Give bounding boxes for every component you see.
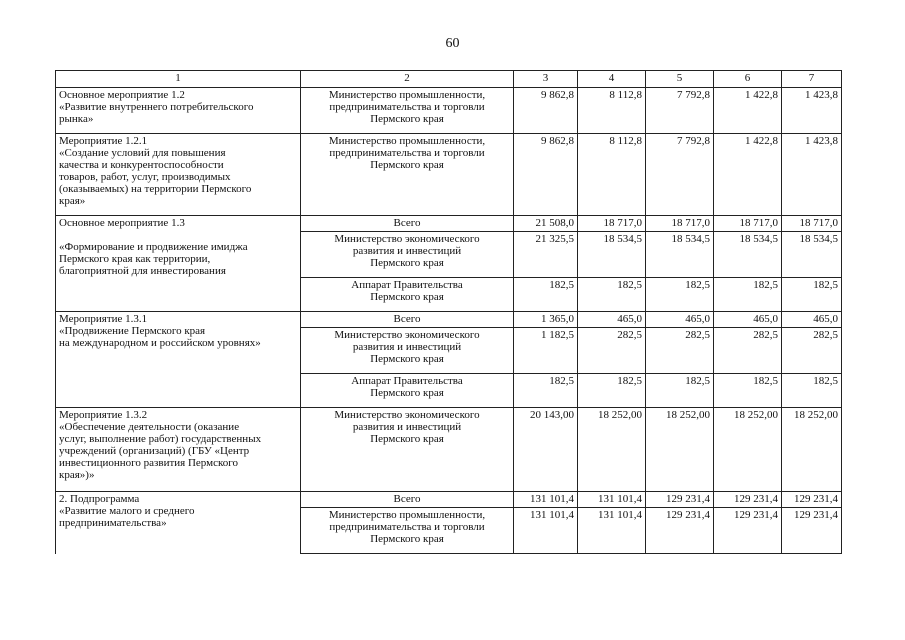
executor-cell: Министерство экономического развития и инвестиций Пермского края	[301, 232, 514, 278]
value-cell: 182,5	[782, 374, 842, 408]
executor-cell: Министерство экономического развития и инвестиций Пермского края	[301, 408, 514, 492]
table-row	[56, 312, 842, 328]
value-cell: 182,5	[578, 278, 646, 312]
value-cell: 182,5	[514, 278, 578, 312]
value-cell: 1 365,0	[514, 312, 578, 328]
value-cell: 131 101,4	[514, 508, 578, 554]
value-cell: 18 252,00	[578, 408, 646, 492]
value-cell: 182,5	[714, 374, 782, 408]
value-cell: 1 422,8	[714, 134, 782, 216]
value-cell: 129 231,4	[646, 508, 714, 554]
value-cell: 182,5	[514, 374, 578, 408]
value-cell: 18 534,5	[782, 232, 842, 278]
value-cell: 465,0	[714, 312, 782, 328]
value-cell: 18 717,0	[646, 216, 714, 232]
value-cell: 131 101,4	[578, 492, 646, 508]
value-cell: 7 792,8	[646, 134, 714, 216]
value-cell: 182,5	[782, 278, 842, 312]
value-cell: 129 231,4	[646, 492, 714, 508]
value-cell: 182,5	[578, 374, 646, 408]
executor-cell: Аппарат Правительства Пермского края	[301, 278, 514, 312]
value-cell: 18 717,0	[578, 216, 646, 232]
value-cell: 18 717,0	[714, 216, 782, 232]
value-cell: 8 112,8	[578, 134, 646, 216]
value-cell: 20 143,00	[514, 408, 578, 492]
activity-name: Основное мероприятие 1.3 «Формирование и продвижение имиджа Пермского края как территории, благоприятной для инвестирования	[56, 216, 301, 312]
value-cell: 1 422,8	[714, 88, 782, 134]
value-cell: 182,5	[646, 278, 714, 312]
executor-cell: Всего	[301, 216, 514, 232]
activity-name: Мероприятие 1.3.1 «Продвижение Пермского края на международном и российском уровнях»	[56, 312, 301, 408]
table-row	[56, 216, 842, 232]
executor-cell: Министерство экономического развития и инвестиций Пермского края	[301, 328, 514, 374]
value-cell: 282,5	[578, 328, 646, 374]
executor-cell: Министерство промышленности, предпринимательства и торговли Пермского края	[301, 134, 514, 216]
value-cell: 9 862,8	[514, 134, 578, 216]
value-cell: 18 252,00	[782, 408, 842, 492]
value-cell: 18 252,00	[646, 408, 714, 492]
value-cell: 9 862,8	[514, 88, 578, 134]
executor-cell: Министерство промышленности, предпринимательства и торговли Пермского края	[301, 88, 514, 134]
value-cell: 129 231,4	[782, 508, 842, 554]
executor-cell: Аппарат Правительства Пермского края	[301, 374, 514, 408]
executor-cell: Всего	[301, 312, 514, 328]
value-cell: 131 101,4	[514, 492, 578, 508]
value-cell: 129 231,4	[782, 492, 842, 508]
executor-cell: Министерство промышленности, предпринимательства и торговли Пермского края	[301, 508, 514, 554]
header-row	[56, 71, 842, 88]
table-row	[56, 134, 842, 216]
value-cell: 282,5	[714, 328, 782, 374]
value-cell: 465,0	[578, 312, 646, 328]
column-header: 3	[514, 71, 578, 88]
value-cell: 21 325,5	[514, 232, 578, 278]
value-cell: 8 112,8	[578, 88, 646, 134]
value-cell: 282,5	[646, 328, 714, 374]
value-cell: 1 423,8	[782, 88, 842, 134]
value-cell: 465,0	[782, 312, 842, 328]
value-cell: 18 534,5	[714, 232, 782, 278]
value-cell: 129 231,4	[714, 492, 782, 508]
value-cell: 1 182,5	[514, 328, 578, 374]
value-cell: 182,5	[714, 278, 782, 312]
value-cell: 7 792,8	[646, 88, 714, 134]
column-header: 4	[578, 71, 646, 88]
budget-table	[55, 70, 842, 554]
value-cell: 465,0	[646, 312, 714, 328]
activity-name: 2. Подпрограмма «Развитие малого и среднего предпринимательства»	[56, 492, 301, 554]
value-cell: 18 717,0	[782, 216, 842, 232]
value-cell: 18 534,5	[578, 232, 646, 278]
column-header: 2	[301, 71, 514, 88]
column-header: 7	[782, 71, 842, 88]
value-cell: 282,5	[782, 328, 842, 374]
column-header: 5	[646, 71, 714, 88]
value-cell: 21 508,0	[514, 216, 578, 232]
table-row	[56, 408, 842, 492]
value-cell: 129 231,4	[714, 508, 782, 554]
value-cell: 1 423,8	[782, 134, 842, 216]
value-cell: 18 252,00	[714, 408, 782, 492]
table-row	[56, 492, 842, 508]
table-row	[56, 88, 842, 134]
value-cell: 182,5	[646, 374, 714, 408]
activity-name: Основное мероприятие 1.2 «Развитие внутреннего потребительского рынка»	[56, 88, 301, 134]
column-header: 1	[56, 71, 301, 88]
executor-cell: Всего	[301, 492, 514, 508]
activity-name: Мероприятие 1.3.2 «Обеспечение деятельности (оказание услуг, выполнение работ) государственных учреждений (организаций) (ГБУ «Центр инвестиционного развития Пермского края»)»	[56, 408, 301, 492]
value-cell: 18 534,5	[646, 232, 714, 278]
column-header: 6	[714, 71, 782, 88]
activity-name: Мероприятие 1.2.1 «Создание условий для повышения качества и конкурентоспособности товаров, работ, услуг, производимых (оказываемых) на территории Пермского края»	[56, 134, 301, 216]
page-number: 60	[445, 36, 460, 51]
value-cell: 131 101,4	[578, 508, 646, 554]
